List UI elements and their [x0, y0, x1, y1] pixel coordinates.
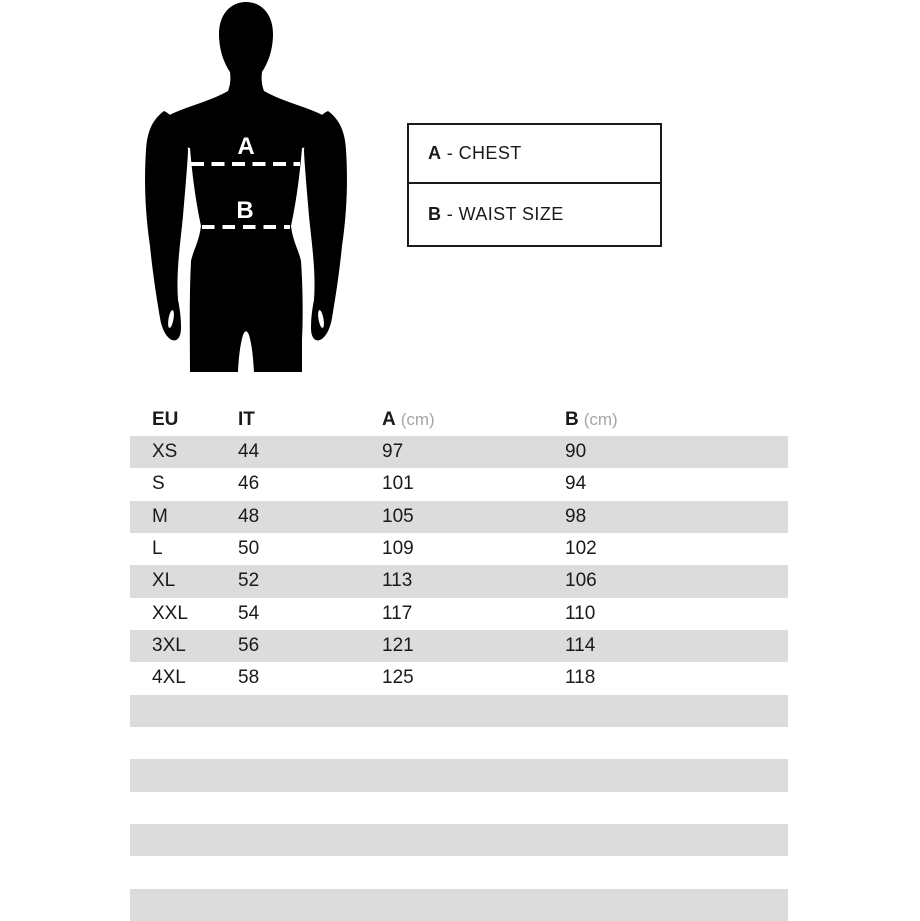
- chest-label-a: A: [237, 133, 255, 160]
- cell-b: 114: [565, 635, 596, 657]
- table-row-xl: [130, 565, 788, 597]
- table-header-row: [130, 405, 788, 436]
- cell-a: 101: [382, 473, 414, 495]
- cell-b: 110: [565, 602, 596, 624]
- empty-table-row: [130, 856, 788, 888]
- cell-it: 48: [238, 505, 260, 527]
- table-row-xs: [130, 436, 788, 468]
- cell-it: 56: [238, 635, 260, 657]
- table-row-s: [130, 468, 788, 500]
- header-eu: EU: [152, 409, 179, 430]
- cell-a: 109: [382, 538, 414, 560]
- cell-it: 44: [238, 441, 260, 463]
- waist-label-b: B: [236, 197, 254, 224]
- legend-label-waist: WAIST SIZE: [458, 204, 564, 224]
- cell-eu: M: [152, 505, 168, 527]
- table-row-3xl: [130, 630, 788, 662]
- legend-row-chest: [409, 125, 660, 182]
- cell-b: 90: [565, 441, 587, 463]
- legend-row-waist: [409, 182, 660, 245]
- cell-a: 97: [382, 441, 404, 463]
- cell-a: 121: [382, 635, 414, 657]
- male-silhouette-figure: [140, 0, 350, 375]
- legend-label-chest: CHEST: [458, 143, 522, 163]
- cell-b: 98: [565, 505, 587, 527]
- cell-it: 46: [238, 473, 260, 495]
- legend-key-a: A: [428, 143, 442, 163]
- table-row-m: [130, 501, 788, 533]
- empty-table-row: [130, 824, 788, 856]
- empty-table-row: [130, 792, 788, 824]
- legend-dash: -: [441, 204, 459, 224]
- header-a: [382, 409, 565, 431]
- left-arm-shape: [145, 111, 188, 340]
- header-b: [565, 409, 788, 431]
- cell-b: 94: [565, 473, 587, 495]
- header-a-unit: (cm): [400, 410, 435, 429]
- table-row-xxl: [130, 598, 788, 630]
- empty-table-row: [130, 695, 788, 727]
- cell-eu: S: [152, 473, 165, 495]
- table-row-l: [130, 533, 788, 565]
- legend-dash: -: [441, 143, 459, 163]
- table-row-4xl: [130, 662, 788, 694]
- cell-a: 105: [382, 505, 414, 527]
- cell-it: 58: [238, 667, 260, 689]
- cell-it: 54: [238, 602, 260, 624]
- cell-it: 52: [238, 570, 260, 592]
- empty-table-row: [130, 759, 788, 791]
- cell-eu: XXL: [152, 602, 188, 624]
- cell-eu: L: [152, 538, 163, 560]
- cell-a: 113: [382, 570, 413, 592]
- cell-b: 106: [565, 570, 597, 592]
- header-it: IT: [238, 409, 255, 430]
- cell-eu: 3XL: [152, 635, 186, 657]
- legend-key-b: B: [428, 204, 442, 224]
- cell-eu: XS: [152, 441, 178, 463]
- empty-table-row: [130, 889, 788, 921]
- header-a-letter: A: [382, 409, 396, 430]
- size-table: [130, 405, 788, 921]
- empty-table-row: [130, 727, 788, 759]
- measurement-legend: [407, 123, 662, 247]
- cell-a: 125: [382, 667, 414, 689]
- right-arm-shape: [304, 111, 347, 340]
- cell-it: 50: [238, 538, 260, 560]
- header-b-letter: B: [565, 409, 579, 430]
- cell-b: 102: [565, 538, 597, 560]
- cell-eu: 4XL: [152, 667, 186, 689]
- header-b-unit: (cm): [583, 410, 618, 429]
- cell-eu: XL: [152, 570, 176, 592]
- cell-b: 118: [565, 667, 596, 689]
- cell-a: 117: [382, 602, 413, 624]
